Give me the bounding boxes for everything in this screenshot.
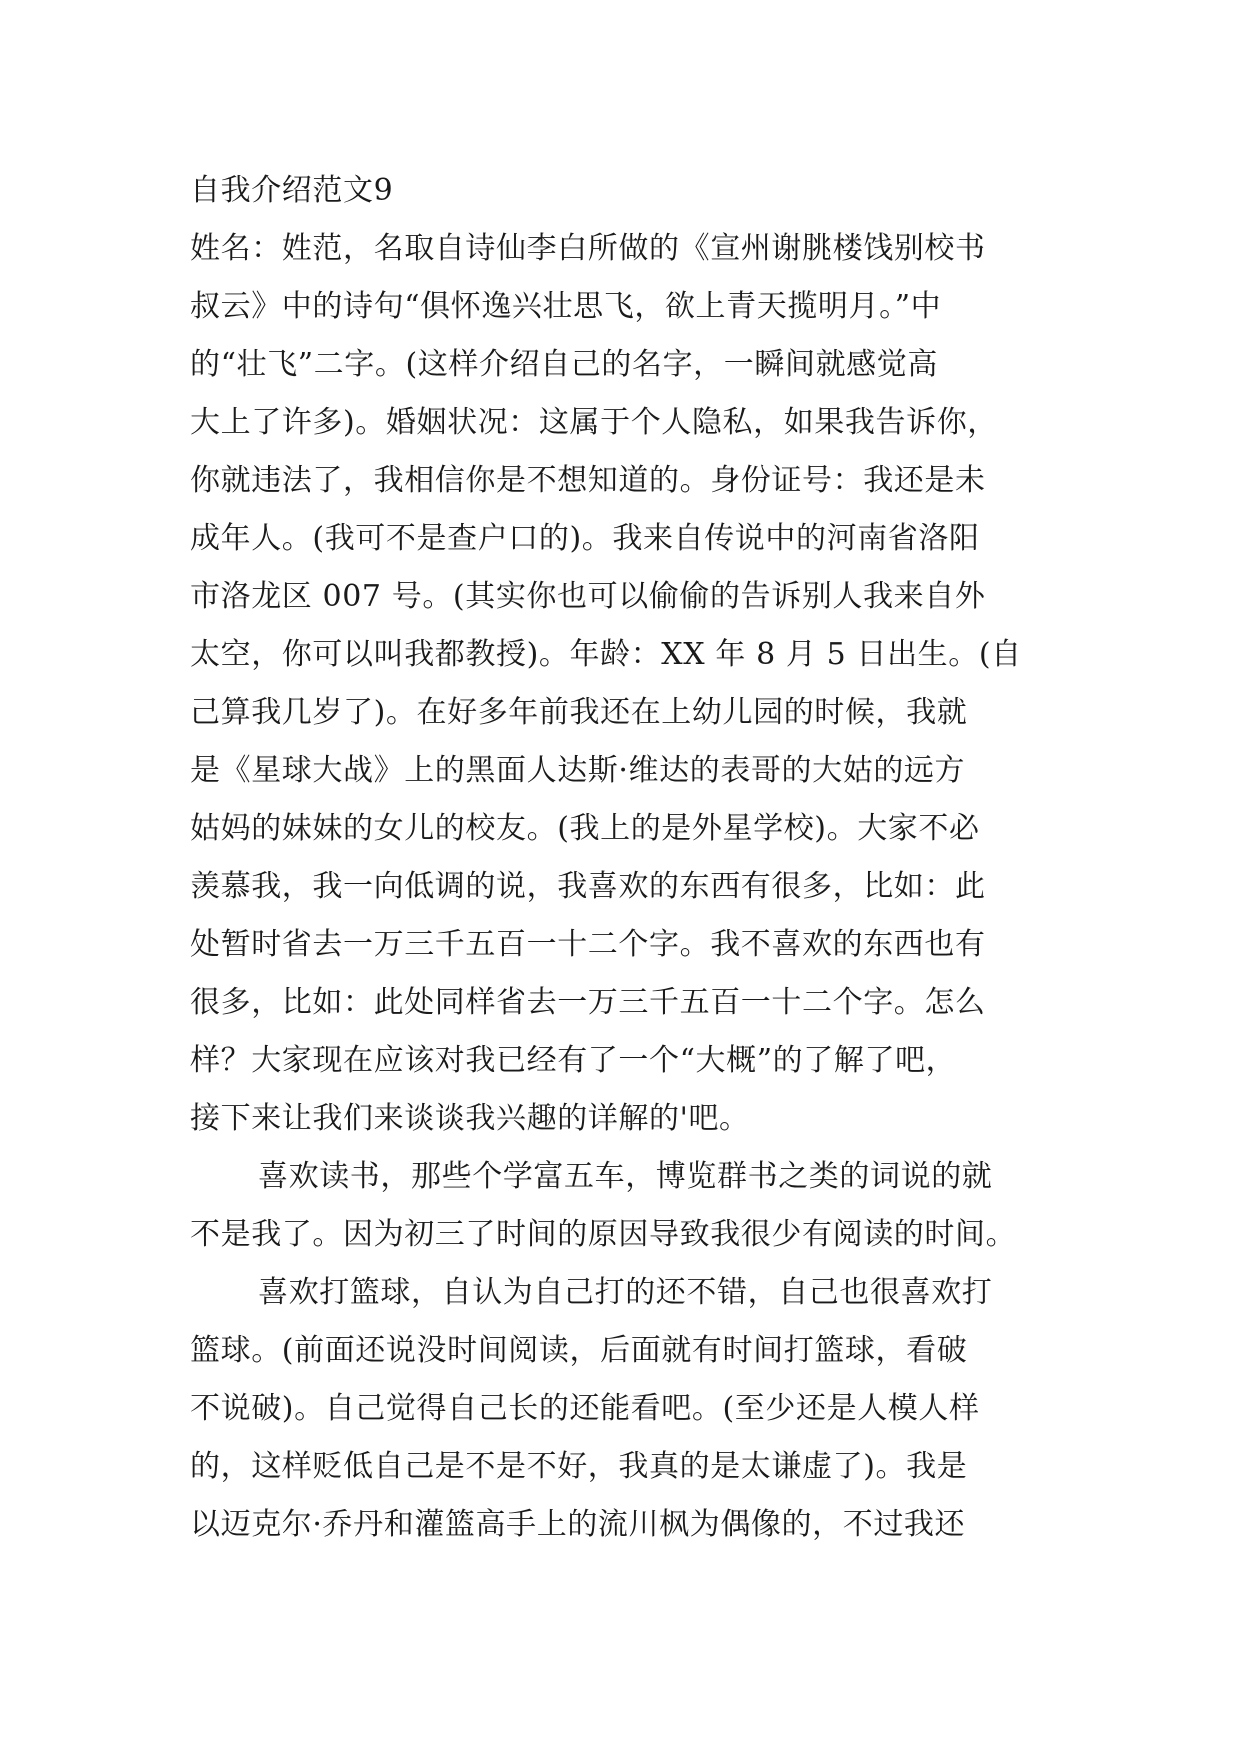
text-line: 太空，你可以叫我都教授)。年龄：XX 年 8 月 5 日出生。(自 xyxy=(190,637,1022,672)
paragraph-personal-info xyxy=(190,220,1060,1148)
document-title: 自我介绍范文9 xyxy=(190,173,394,208)
text-line: 羡慕我，我一向低调的说，我喜欢的东西有很多，比如：此 xyxy=(190,869,986,904)
document-body xyxy=(190,162,1060,1554)
text-line: 叔云》中的诗句“俱怀逸兴壮思飞，欲上青天揽明月。”中 xyxy=(190,289,942,324)
text-line: 是《星球大战》上的黑面人达斯·维达的表哥的大姑的远方 xyxy=(190,753,966,788)
text-line: 喜欢读书，那些个学富五车，博览群书之类的词说的就 xyxy=(258,1159,993,1194)
text-line: 成年人。(我可不是查户口的)。我来自传说中的河南省洛阳 xyxy=(190,521,980,556)
text-line: 姑妈的妹妹的女儿的校友。(我上的是外星学校)。大家不必 xyxy=(190,811,980,846)
text-line: 处暂时省去一万三千五百一十二个字。我不喜欢的东西也有 xyxy=(190,927,986,962)
text-line: 的“壮飞”二字。(这样介绍自己的名字，一瞬间就感觉高 xyxy=(190,347,938,382)
text-line: 市洛龙区 007 号。(其实你也可以偷偷的告诉别人我来自外 xyxy=(190,579,986,614)
text-line: 接下来让我们来谈谈我兴趣的详解的'吧。 xyxy=(190,1101,750,1136)
paragraph-reading xyxy=(190,1148,1060,1264)
text-line: 很多，比如：此处同样省去一万三千五百一十二个字。怎么 xyxy=(190,985,986,1020)
text-line: 你就违法了，我相信你是不想知道的。身份证号：我还是未 xyxy=(190,463,986,498)
text-line: 以迈克尔·乔丹和灌篮高手上的流川枫为偶像的，不过我还 xyxy=(190,1507,966,1542)
text-line: 喜欢打篮球，自认为自己打的还不错，自己也很喜欢打 xyxy=(258,1275,993,1310)
text-line: 大上了许多)。婚姻状况：这属于个人隐私，如果我告诉你， xyxy=(190,405,998,440)
text-line: 姓名：姓范，名取自诗仙李白所做的《宣州谢朓楼饯别校书 xyxy=(190,231,986,266)
text-line: 不说破)。自己觉得自己长的还能看吧。(至少还是人模人样 xyxy=(190,1391,980,1426)
text-line: 己算我几岁了)。在好多年前我还在上幼儿园的时候，我就 xyxy=(190,695,968,730)
text-line: 不是我了。因为初三了时间的原因导致我很少有阅读的时间。 xyxy=(190,1217,1017,1252)
paragraph-basketball xyxy=(190,1264,1060,1554)
text-line: 篮球。(前面还说没时间阅读，后面就有时间打篮球，看破 xyxy=(190,1333,968,1368)
text-line: 的，这样贬低自己是不是不好，我真的是太谦虚了)。我是 xyxy=(190,1449,968,1484)
text-line: 样？大家现在应该对我已经有了一个“大概”的了解了吧， xyxy=(190,1043,957,1078)
